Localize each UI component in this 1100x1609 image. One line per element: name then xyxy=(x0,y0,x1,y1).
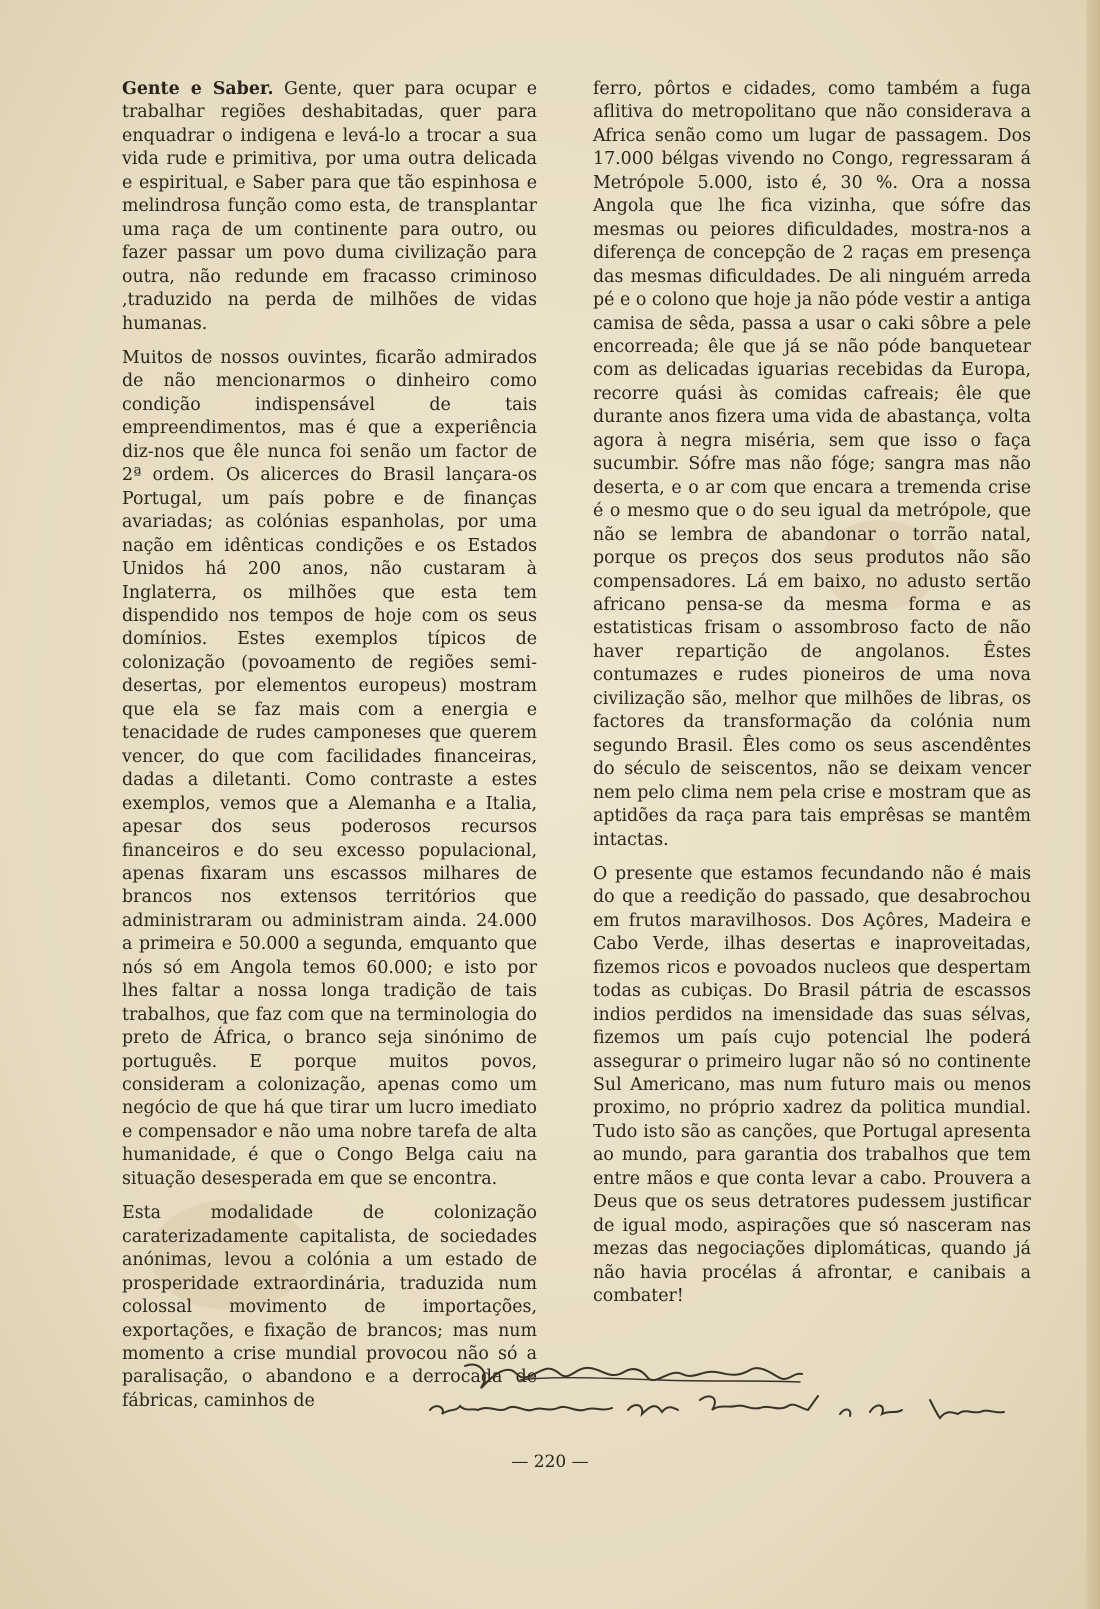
paragraph xyxy=(122,78,537,336)
paragraph-text: Muitos de nossos ouvintes, ficarão admirados de não mencionarmos o dinheiro como condição indispensável de tais empreendimentos, mas é que a experiência diz-nos que êle nunca foi senão um factor de 2ª ordem. Os alicerces do Brasil lançara-os Portugal, um país pobre e de finanças avariadas; as colónias espanholas, por uma nação em idênticas condições e os Estados Unidos há 200 anos, não custaram à Inglaterra, os milhões que esta tem dispendido nos tempos de hoje com os seus domínios. Estes exemplos típicos de colonização (povoamento de regiões semi-desertas, por elementos europeus) mostram que ela se faz mais com a energia e tenacidade de rudes camponeses que querem vencer, do que com facilidades financeiras, dadas a diletanti. Como contraste a estes exemplos, vemos que a Alemanha e a Italia, apesar dos seus poderosos recursos financeiros e do seu excesso populacional, apenas fixaram uns escassos milhares de brancos nos extensos territórios que administraram ou administram ainda. 24.000 a primeira e 50.000 a segunda, emquanto que nós só em Angola temos 60.000; e isto por lhes faltar a nossa longa tradição de tais trabalhos, que faz com que na terminologia do preto de África, o branco seja sinónimo de português. E porque muitos povos, consideram a colonização, apenas como um negócio de que há que tirar um lucro imediato e compensador e não uma nobre tarefa de alta humanidade, é que o Congo Belga caiu na situação desesperada em que se encontra. xyxy=(122,347,537,1189)
paragraph-text: ferro, pôrtos e cidades, como também a fuga aflitiva do metropolitano que não considerava a Africa senão como um lugar de passagem. Dos 17.000 bélgas vivendo no Congo, regressaram á Metrópole 5.000, isto é, 30 %. Ora a nossa Angola que lhe fica vizinha, que sófre das mesmas ou peiores dificuldades, mostra-nos a diferença de concepção de 2 raças em presença das mesmas dificuldades. De ali ninguém arreda pé e o colono que hoje ja não póde vestir a antiga camisa de sêda, passa a usar o caki sôbre a pele encorreada; êle que já se não póde banquetear com as delicadas iguarias recebidas da Europa, recorre quási às comidas cafreais; êle que durante anos fizera uma vida de abastança, volta agora à negra miséria, sem que isso o faça sucumbir. Sófre mas não fóge; sangra mas não deserta, e o ar com que encara a tremenda crise é o mesmo que o do seu igual da metrópole, que não se lembra de abandonar o torrão natal, porque os preços dos seus produtos não são compensadores. Lá em baixo, no adusto sertão africano pensa-se da mesma forma e as estatisticas frisam o assombroso facto de não haver repartição de angolanos. Êstes contumazes e rudes pioneiros de uma nova civilização são, melhor que milhões de libras, os factores da transformação da colónia num segundo Brasil. Êles como os seus ascendêntes do século de seiscentos, não se deixam vencer nem pelo clima nem pela crise e mostram que as aptidões da raça para tais emprêsas se mantêm intactas. xyxy=(593,79,1031,850)
paragraph xyxy=(593,863,1031,1309)
paragraph-text: Gente, quer para ocupar e trabalhar regiões deshabitadas, quer para enquadrar o indigena e levá-lo a trocar a sua vida rude e primitiva, por uma outra delicada e espiritual, e Saber para que tão espinhosa e melindrosa função como esta, de transplantar uma raça de um continente para outro, ou fazer passar um povo duma civilização para outra, não redunde em fracasso criminoso ,traduzido na perda de milhões de vidas humanas. xyxy=(122,79,537,334)
handwritten-signature xyxy=(420,1352,1020,1432)
paragraph-text: O presente que estamos fecundando não é mais do que a reedição do passado, que desabrochou em frutos maravilhosos. Dos Açôres, Madeira e Cabo Verde, ilhas desertas e inaproveitadas, fizemos ricos e povoados nucleos que despertam todas as cubiças. Do Brasil pátria de escassos indios perdidos na imensidade das suas sélvas, fizemos um país cujo potencial lhe poderá assegurar o primeiro lugar não só no continente Sul Americano, mas num futuro mais ou menos proximo, no próprio xadrez da politica mundial. Tudo isto são as canções, que Portugal apresenta ao mundo, para garantia dos trabalhos que tem entre mãos e que conta levar a cabo. Prouvera a Deus que os seus detratores pudessem justificar de igual modo, aspirações que só nasceram nas mezas das negociações diplomáticas, quando já não havia procélas á afrontar, e canibais a combater! xyxy=(593,863,1031,1307)
article-left-column xyxy=(122,78,537,1413)
page-number: — 220 — xyxy=(511,1452,589,1472)
paragraph xyxy=(593,78,1031,852)
paragraph-lead: Gente e Saber. xyxy=(122,79,274,99)
article-right-column xyxy=(593,78,1031,1309)
paragraph xyxy=(122,347,537,1191)
page-edge xyxy=(1086,0,1100,1609)
paragraph-text: Esta modalidade de colonização caraterizadamente capitalista, de sociedades anónimas, levou a colónia a um estado de prosperidade extraordinária, traduzida num colossal movimento de importações, exportações, e fixação de brancos; mas num momento a crise mundial provocou não só a paralisação, o abandono e a derrocada de fábricas, caminhos de xyxy=(122,1203,537,1411)
